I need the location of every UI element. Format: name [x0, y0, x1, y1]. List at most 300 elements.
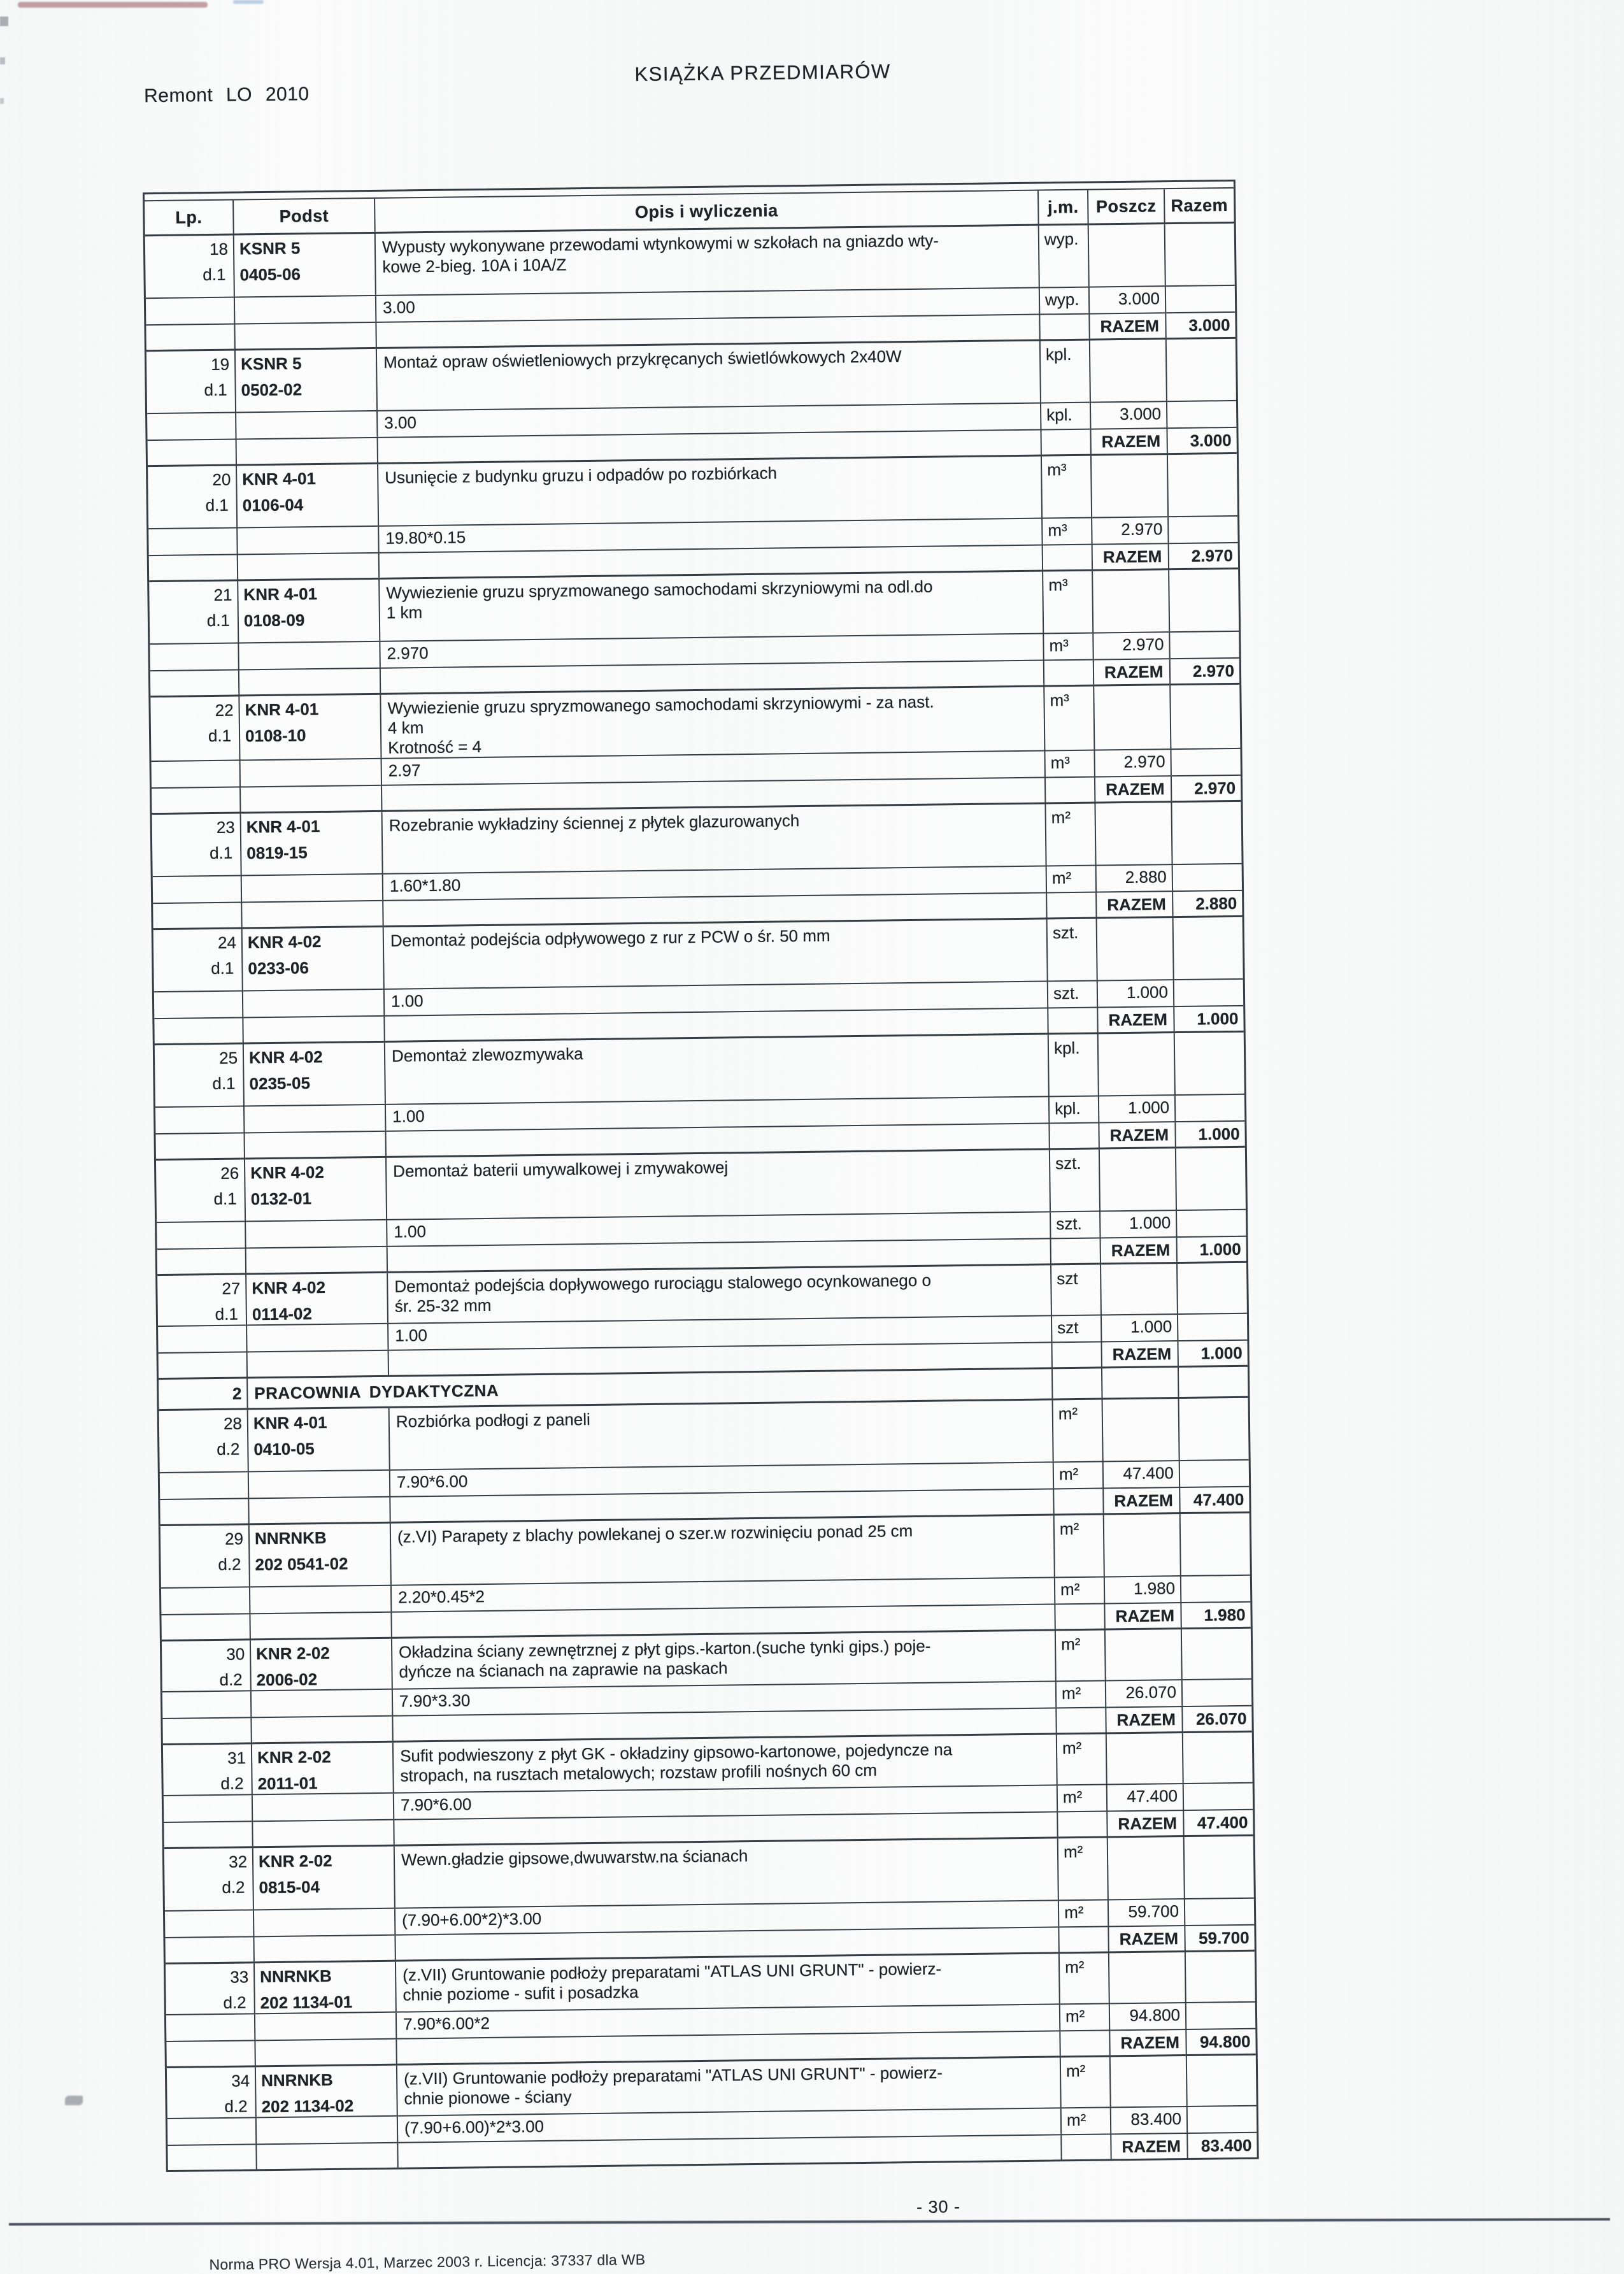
meas-poszcz-cell	[1099, 1211, 1176, 1237]
measurement-expression: 7.90*6.00	[400, 1794, 472, 1815]
razem-label: RAZEM	[1102, 546, 1162, 566]
item-description-row	[152, 800, 1242, 876]
razem-jm-empty-cell	[1039, 315, 1088, 340]
item-number: 30	[226, 1644, 245, 1664]
razem-label-cell	[1109, 2030, 1185, 2055]
item-unit: m²	[1059, 1519, 1079, 1539]
meas-lp-empty-cell	[147, 413, 235, 440]
razem-label: RAZEM	[1105, 778, 1165, 799]
col-header-jm: j.m.	[1037, 190, 1088, 224]
razem-label: RAZEM	[1100, 315, 1160, 336]
razem-label-cell	[1100, 1341, 1177, 1366]
item-opis-cell	[381, 804, 1046, 873]
item-division: d.1	[204, 380, 227, 400]
razem-lp-empty-cell	[167, 2145, 255, 2170]
scan-artifact-left-edge	[0, 98, 4, 104]
razem-label-cell	[1100, 1238, 1176, 1262]
partial-value: 83.400	[1130, 2109, 1182, 2129]
item-poszcz-empty-cell	[1108, 1952, 1185, 2003]
razem-label: RAZEM	[1118, 1813, 1178, 1833]
meas-razem-empty-cell	[1169, 632, 1239, 658]
razem-jm-empty-cell	[1057, 1812, 1106, 1836]
meas-podst-empty-cell	[246, 1324, 387, 1352]
item-description-line: kowe 2-bieg. 10A i 10A/Z	[382, 255, 567, 276]
meas-podst-empty-cell	[254, 2013, 395, 2040]
item-unit-cell	[1042, 571, 1092, 633]
razem-label: RAZEM	[1114, 1490, 1174, 1510]
item-poszcz-empty-cell	[1099, 1148, 1176, 1210]
item-division: d.1	[212, 1073, 236, 1094]
item-podst-cell	[245, 1273, 387, 1325]
razem-podst-empty-cell	[248, 1498, 389, 1524]
item-unit-cell	[1055, 1630, 1105, 1680]
item-division: d.2	[218, 1554, 241, 1574]
item-description-line: śr. 25-32 mm	[394, 1295, 492, 1316]
total-value: 1.000	[1200, 1343, 1243, 1363]
item-razem-empty-cell	[1179, 1513, 1250, 1575]
meas-razem-empty-cell	[1183, 1784, 1253, 1810]
razem-value-cell	[1174, 1122, 1244, 1147]
meas-razem-empty-cell	[1167, 517, 1237, 543]
item-unit: m²	[1062, 1787, 1083, 1807]
razem-jm-empty-cell	[1053, 1489, 1102, 1513]
partial-value: 2.970	[1121, 519, 1163, 540]
item-description-line: Demontaż podejścia odpływowego z rur z PCW o śr. 50 mm	[390, 926, 830, 950]
total-value: 1.000	[1197, 1008, 1239, 1029]
item-unit: m²	[1058, 1464, 1079, 1484]
item-unit: szt	[1057, 1317, 1079, 1338]
total-value: 2.970	[1191, 545, 1233, 566]
item-razem-empty-cell	[1182, 1733, 1253, 1783]
item-number: 20	[212, 469, 231, 489]
item-lp-cell	[156, 1159, 245, 1222]
meas-poszcz-cell	[1106, 1784, 1183, 1810]
razem-label-cell	[1088, 313, 1165, 338]
meas-poszcz-cell	[1088, 287, 1165, 313]
item-division: d.2	[222, 1877, 245, 1897]
partial-value: 94.800	[1129, 2005, 1181, 2026]
item-description-line: (z.VI) Parapety z blachy powlekanej o szer.w rozwinięciu ponad 25 cm	[397, 1521, 913, 1547]
item-division: d.2	[223, 1992, 246, 2012]
meas-unit-cell	[1047, 982, 1097, 1008]
measurement-expression: 1.60*1.80	[389, 875, 461, 896]
total-value: 3.000	[1190, 430, 1232, 450]
total-value: 1.000	[1199, 1239, 1241, 1259]
meas-poszcz-cell	[1098, 1096, 1174, 1122]
razem-label-cell	[1102, 1488, 1179, 1513]
item-opis-cell	[395, 1954, 1059, 2011]
meas-razem-empty-cell	[1180, 1576, 1250, 1602]
item-basis-code: 202 0541-02	[255, 1554, 348, 1575]
item-description-line: Rozebranie wykładziny ściennej z płytek glazurowanych	[388, 811, 800, 835]
item-lp-cell	[164, 1848, 253, 1910]
razem-value-cell	[1166, 428, 1236, 453]
measurement-expression: 19.80*0.15	[385, 527, 466, 548]
meas-lp-empty-cell	[150, 644, 238, 671]
razem-label: RAZEM	[1101, 431, 1161, 451]
razem-label-cell	[1092, 544, 1168, 569]
item-unit: m³	[1047, 460, 1067, 480]
item-razem-empty-cell	[1174, 1033, 1244, 1094]
razem-jm-empty-cell	[1060, 2135, 1110, 2159]
meas-unit-cell	[1044, 751, 1093, 777]
partial-value: 1.000	[1126, 982, 1169, 1002]
meas-lp-empty-cell	[153, 876, 241, 903]
item-poszcz-empty-cell	[1104, 1629, 1181, 1680]
item-opis-cell	[383, 919, 1047, 988]
item-basis-code: 0132-01	[250, 1189, 312, 1209]
razem-label-cell	[1110, 2134, 1186, 2159]
item-division: d.2	[224, 2096, 248, 2116]
item-description-line: Okładzina ściany zewnętrznej z płyt gips.-karton.(suche tynki gips.) poje-	[398, 1636, 931, 1662]
razem-podst-empty-cell	[243, 1132, 385, 1158]
item-basis-code: KNR 4-02	[248, 1047, 323, 1068]
item-poszcz-empty-cell	[1090, 455, 1167, 517]
item-unit-cell	[1060, 2057, 1110, 2107]
meas-unit-cell	[1054, 1577, 1104, 1603]
section-title: PRACOWNIA DYDAKTYCZNA	[254, 1380, 499, 1403]
razem-label-cell	[1105, 1707, 1181, 1732]
razem-jm-empty-cell	[1048, 1124, 1098, 1148]
item-razem-empty-cell	[1181, 1629, 1251, 1679]
item-lp-cell	[162, 1640, 250, 1691]
razem-podst-empty-cell	[241, 901, 382, 927]
item-unit: m²	[1063, 1841, 1083, 1862]
meas-razem-empty-cell	[1174, 1095, 1244, 1121]
meas-lp-empty-cell	[155, 1106, 243, 1133]
item-basis-code: 0114-02	[252, 1304, 313, 1324]
item-basis-code: KNR 4-02	[247, 931, 322, 952]
razem-value-cell	[1173, 1006, 1243, 1031]
item-unit: kpl.	[1046, 404, 1072, 425]
razem-jm-empty-cell	[1055, 1708, 1105, 1733]
item-basis-code: KNR 4-01	[242, 469, 317, 489]
item-basis-code: 2011-01	[257, 1773, 318, 1794]
item-lp-cell	[153, 929, 242, 991]
item-division: d.1	[215, 1304, 239, 1324]
meas-poszcz-cell	[1102, 1461, 1179, 1487]
item-division: d.1	[209, 843, 233, 863]
razem-label: RAZEM	[1104, 661, 1164, 682]
razem-value-cell	[1184, 1926, 1254, 1950]
item-unit: m²	[1051, 808, 1071, 827]
meas-unit-cell	[1057, 1785, 1106, 1811]
meas-razem-empty-cell	[1176, 1210, 1246, 1236]
col-header-razem: Razem	[1164, 189, 1234, 222]
razem-jm-empty-cell	[1047, 1008, 1097, 1033]
item-unit: szt.	[1052, 922, 1079, 943]
item-description-row	[146, 337, 1236, 413]
total-value: 2.970	[1193, 778, 1236, 798]
razem-jm-empty-cell	[1059, 2031, 1109, 2056]
razem-jm-empty-cell	[1050, 1239, 1100, 1264]
item-basis-code: KNR 4-01	[243, 584, 318, 604]
measurement-expression: (7.90+6.00*2)*3.00	[401, 1909, 542, 1930]
item-podst-cell	[244, 1158, 386, 1221]
razem-podst-empty-cell	[249, 1613, 390, 1639]
razem-podst-empty-cell	[252, 1820, 393, 1847]
meas-unit-cell	[1050, 1212, 1099, 1238]
item-basis-code: 2006-02	[256, 1670, 318, 1690]
razem-jm-empty-cell	[1058, 1927, 1108, 1952]
item-description-line: 4 km	[387, 718, 424, 738]
measurement-expression: 7.90*6.00	[396, 1471, 468, 1492]
item-poszcz-empty-cell	[1096, 918, 1173, 980]
footer-program-info: Norma PRO Wersja 4.01, Marzec 2003 r. Licencja: 37337 dla WB	[209, 2251, 646, 2273]
item-unit-cell	[1048, 1034, 1098, 1096]
item-razem-empty-cell	[1178, 1398, 1249, 1460]
razem-podst-empty-cell	[250, 1717, 392, 1743]
page-title: KSIĄŻKA PRZEDMIARÓW	[634, 60, 891, 86]
item-description-line: chnie pionowe - ściany	[404, 2087, 572, 2108]
total-value: 94.800	[1199, 2031, 1251, 2052]
item-unit: m²	[1058, 1403, 1078, 1424]
partial-value: 3.000	[1118, 289, 1160, 309]
razem-value-cell	[1183, 1810, 1253, 1835]
razem-lp-empty-cell	[160, 1499, 248, 1524]
item-description-line: Montaż opraw oświetleniowych przykręcanych świetlówkowych 2x40W	[383, 347, 902, 372]
item-podst-cell	[236, 464, 378, 527]
item-podst-cell	[252, 1847, 394, 1910]
item-opis-cell	[380, 687, 1044, 758]
razem-lp-empty-cell	[166, 2041, 254, 2066]
col-header-lp: Lp.	[175, 207, 203, 227]
item-number: 24	[217, 933, 237, 952]
item-basis-code: 0108-09	[243, 610, 305, 631]
item-description-line: stropach, na rusztach metalowych; rozstaw profili nośnych 60 cm	[400, 1760, 878, 1785]
item-number: 32	[228, 1852, 248, 1871]
meas-poszcz-cell	[1108, 1899, 1184, 1926]
item-description-row	[155, 1031, 1244, 1106]
item-number: 33	[230, 1967, 249, 1987]
item-description-line: Demontaż baterii umywalkowej i zmywakowej	[393, 1157, 729, 1181]
razem-value-cell	[1168, 543, 1238, 568]
partial-value: 59.700	[1128, 1901, 1179, 1922]
partial-value: 1.000	[1129, 1213, 1171, 1233]
scan-artifact-top-red	[18, 2, 208, 8]
scan-artifact-footer-mark	[65, 2096, 83, 2105]
razem-jm-empty-cell	[1040, 430, 1090, 455]
item-opis-cell	[385, 1150, 1050, 1219]
item-razem-empty-cell	[1172, 917, 1243, 979]
partial-value: 2.970	[1122, 634, 1164, 655]
item-description-row	[145, 222, 1235, 297]
razem-podst-empty-cell	[236, 438, 377, 464]
item-basis-code: 0108-10	[245, 726, 306, 746]
razem-podst-empty-cell	[234, 323, 375, 349]
meas-razem-empty-cell	[1172, 864, 1242, 890]
meas-unit-cell	[1041, 518, 1091, 545]
item-lp-cell	[159, 1410, 248, 1472]
col-header-poszcz: Poszcz	[1087, 189, 1164, 223]
item-unit: m²	[1061, 1683, 1081, 1703]
meas-poszcz-cell	[1091, 517, 1167, 543]
item-poszcz-empty-cell	[1107, 1837, 1184, 1899]
item-basis-code: KNR 4-02	[252, 1277, 326, 1298]
item-description-line: Wypusty wykonywane przewodami wtynkowymi w szkołach na gniazdo wty-	[381, 231, 939, 257]
item-poszcz-empty-cell	[1103, 1514, 1180, 1576]
item-basis-code: KNR 4-02	[250, 1162, 324, 1183]
item-unit: m²	[1064, 1902, 1084, 1922]
item-basis-code: KNR 4-01	[245, 699, 319, 720]
meas-lp-empty-cell	[162, 1691, 250, 1718]
item-unit: szt	[1057, 1268, 1078, 1289]
scan-artifact-left-edge	[0, 57, 5, 64]
item-opis-cell	[390, 1515, 1054, 1584]
item-unit: kpl.	[1053, 1038, 1080, 1058]
razem-value-cell	[1172, 891, 1242, 916]
razem-value-cell	[1171, 776, 1241, 801]
razem-value-cell	[1165, 313, 1235, 338]
item-podst-cell	[247, 1408, 389, 1471]
item-number: 31	[227, 1748, 246, 1768]
item-description-row	[164, 1834, 1254, 1910]
meas-podst-empty-cell	[252, 1794, 393, 1821]
item-unit-cell	[1050, 1265, 1100, 1315]
item-unit: m²	[1060, 1634, 1081, 1654]
item-poszcz-empty-cell	[1088, 224, 1165, 286]
item-basis-code: NNRNKB	[260, 2070, 333, 2091]
item-podst-cell	[237, 580, 379, 643]
meas-lp-empty-cell	[165, 1910, 253, 1937]
item-lp-cell	[145, 236, 234, 298]
item-basis-code: 0410-05	[253, 1439, 315, 1459]
razem-jm-empty-cell	[1054, 1604, 1104, 1629]
item-description-row	[149, 568, 1239, 643]
razem-lp-empty-cell	[146, 325, 234, 350]
item-unit: wyp.	[1044, 289, 1079, 310]
meas-lp-empty-cell	[160, 1472, 248, 1499]
razem-jm-empty-cell	[1044, 778, 1094, 803]
item-number: 28	[223, 1413, 243, 1433]
item-podst-cell	[240, 812, 382, 875]
item-unit-cell	[1056, 1734, 1106, 1784]
item-opis-cell	[388, 1400, 1053, 1469]
item-lp-cell	[146, 351, 235, 413]
meas-podst-empty-cell	[242, 990, 383, 1017]
item-razem-empty-cell	[1185, 1952, 1255, 2002]
meas-razem-empty-cell	[1179, 1461, 1249, 1487]
meas-razem-empty-cell	[1166, 401, 1236, 427]
razem-lp-empty-cell	[164, 1822, 252, 1847]
measurement-expression: (7.90+6.00)*2*3.00	[404, 2116, 545, 2138]
item-razem-empty-cell	[1168, 569, 1239, 631]
item-unit: m²	[1064, 1957, 1085, 1977]
razem-lp-empty-cell	[152, 788, 239, 813]
meas-razem-empty-cell	[1173, 980, 1243, 1006]
item-number: 23	[216, 817, 235, 837]
total-value: 3.000	[1188, 315, 1230, 335]
item-unit: m³	[1050, 753, 1071, 773]
col-header-opis: Opis i wyliczenia	[374, 191, 1038, 232]
razem-label: RAZEM	[1122, 2136, 1181, 2156]
item-lp-cell	[167, 2067, 255, 2118]
item-basis-code: 0233-06	[248, 958, 310, 978]
meas-unit-cell	[1043, 634, 1092, 660]
item-podst-cell	[250, 1639, 392, 1691]
razem-label: RAZEM	[1120, 2032, 1180, 2052]
item-opis-cell	[374, 226, 1039, 295]
item-podst-cell	[233, 234, 375, 297]
item-podst-cell	[251, 1743, 393, 1794]
item-podst-cell	[241, 927, 383, 990]
meas-podst-empty-cell	[235, 411, 376, 439]
measurement-expression: 7.90*6.00*2	[402, 2013, 490, 2034]
meas-unit-cell	[1053, 1462, 1102, 1489]
meas-lp-empty-cell	[166, 2014, 254, 2041]
razem-jm-empty-cell	[1051, 1343, 1100, 1368]
meas-unit-cell	[1048, 1097, 1098, 1123]
razem-lp-empty-cell	[165, 1937, 253, 1963]
razem-value-cell	[1186, 2133, 1257, 2158]
meas-unit-cell	[1059, 2004, 1109, 2030]
razem-label-cell	[1094, 776, 1171, 801]
item-unit: m³	[1048, 575, 1068, 595]
total-value: 59.700	[1198, 1927, 1250, 1948]
item-razem-empty-cell	[1171, 802, 1241, 864]
item-division: d.1	[211, 958, 234, 978]
meas-lp-empty-cell	[146, 298, 234, 325]
item-description-line: Rozbiórka podłogi z paneli	[395, 1410, 590, 1431]
page-number: - 30 -	[916, 2197, 961, 2217]
item-razem-empty-cell	[1175, 1148, 1246, 1210]
item-description-row	[160, 1512, 1250, 1587]
item-unit: szt.	[1056, 1213, 1082, 1234]
item-opis-cell	[378, 572, 1043, 641]
item-division: d.1	[208, 726, 232, 746]
item-unit-cell	[1058, 1953, 1109, 2003]
item-description-row	[150, 683, 1240, 761]
item-description-line: Demontaż podejścia dopływowego rurociągu stalowego ocynkowanego o	[394, 1270, 932, 1296]
item-unit-cell	[1041, 456, 1091, 518]
item-unit-cell	[1052, 1400, 1102, 1462]
item-basis-code: 0815-04	[259, 1877, 320, 1898]
item-unit-cell	[1053, 1515, 1104, 1577]
item-razem-empty-cell	[1165, 339, 1236, 401]
item-basis-code: KNR 4-01	[246, 817, 320, 837]
item-opis-cell	[394, 1838, 1058, 1907]
meas-razem-empty-cell	[1165, 286, 1235, 312]
meas-razem-empty-cell	[1177, 1314, 1247, 1340]
measurement-expression: 7.90*3.30	[399, 1691, 471, 1711]
meas-razem-empty-cell	[1184, 1899, 1254, 1925]
razem-label-cell	[1106, 1811, 1183, 1836]
razem-podst-empty-cell	[253, 1936, 394, 1962]
meas-podst-empty-cell	[243, 1105, 385, 1133]
measurement-expression: 1.00	[392, 1106, 425, 1126]
meas-podst-empty-cell	[255, 2117, 397, 2144]
item-description-row	[153, 915, 1243, 991]
item-lp-cell	[152, 814, 241, 876]
razem-value-cell	[1176, 1237, 1246, 1262]
partial-value: 47.400	[1127, 1786, 1178, 1806]
item-unit: m³	[1049, 636, 1069, 655]
item-number: 18	[209, 239, 229, 259]
item-unit: m²	[1066, 2110, 1086, 2130]
meas-poszcz-cell	[1092, 633, 1169, 659]
scan-content	[141, 55, 1258, 2274]
meas-poszcz-cell	[1093, 750, 1170, 776]
partial-value: 26.070	[1125, 1682, 1177, 1703]
item-poszcz-empty-cell	[1106, 1733, 1183, 1784]
razem-jm-empty-cell	[1043, 661, 1093, 685]
total-value: 1.980	[1204, 1605, 1246, 1625]
razem-lp-empty-cell	[157, 1248, 245, 1274]
meas-unit-cell	[1055, 1681, 1105, 1707]
measurement-expression: 3.00	[382, 297, 415, 317]
meas-poszcz-cell	[1097, 980, 1173, 1006]
total-value: 2.970	[1192, 661, 1235, 681]
